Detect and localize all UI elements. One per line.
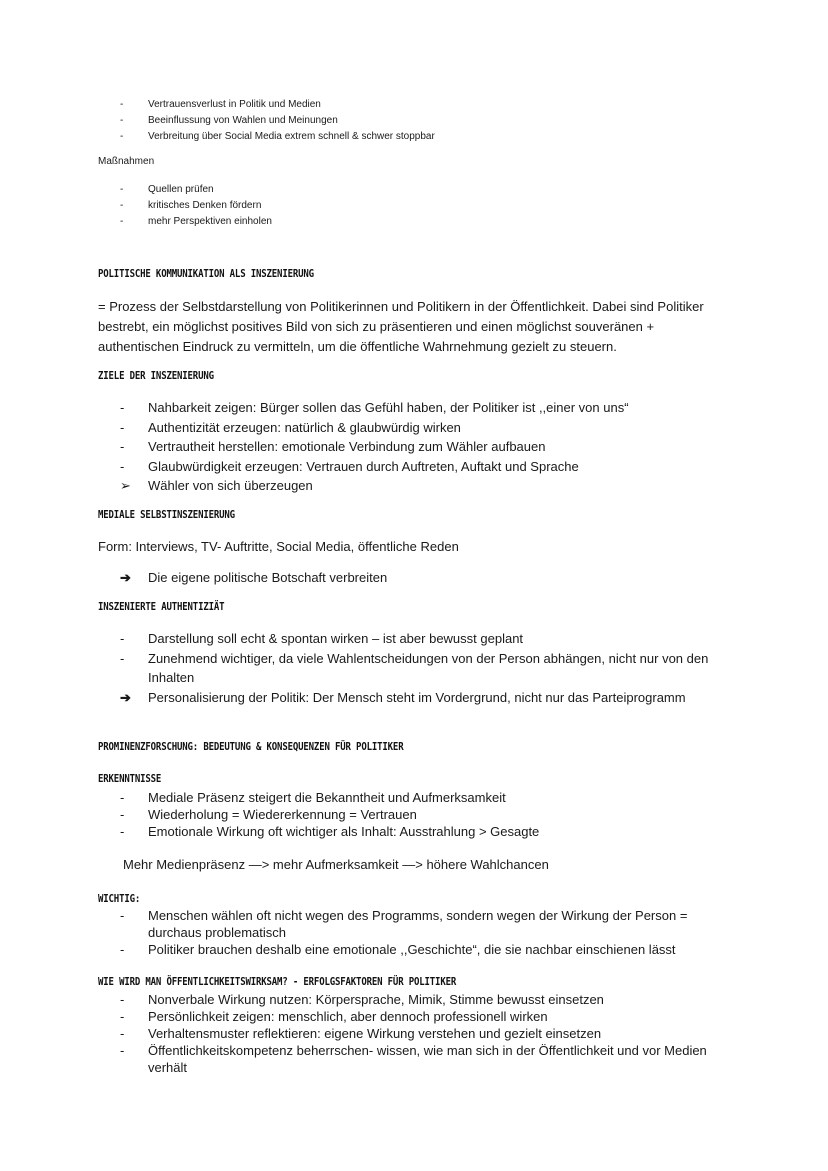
massnahmen-list <box>120 182 272 230</box>
list-item: - Zunehmend wichtiger, da viele Wahlentscheidungen von der Person abhängen, nicht nur von den Inhalten <box>120 650 709 685</box>
list-item: - Nahbarkeit zeigen: Bürger sollen das Gefühl haben, der Politiker ist ,,einer von uns“ <box>120 400 629 415</box>
ziele-list <box>120 398 730 496</box>
erfolg-list <box>120 991 730 1076</box>
definition-paragraph: = Prozess der Selbstdarstellung von Politikerinnen und Politikern in der Öffentlichkeit. Dabei sind Politiker bestrebt, ein möglichst positives Bild von sich zu präsentieren und einen möglichst souveränen + authentischen Eindruck zu vermitteln, um die öffentliche Wahrnehmung gezielt zu steuern. <box>98 299 704 354</box>
list-item: - kritisches Denken fördern <box>120 200 262 211</box>
list-item: - Quellen prüfen <box>120 184 214 195</box>
list-item: - Emotionale Wirkung oft wichtiger als Inhalt: Ausstrahlung > Gesagte <box>120 824 540 839</box>
list-item: - Mediale Präsenz steigert die Bekanntheit und Aufmerksamkeit <box>120 790 506 805</box>
list-item-arrow: ➔ Personalisierung der Politik: Der Mensch steht im Vordergrund, nicht nur das Parteiprogramm <box>120 688 730 708</box>
list-item: - Vertrautheit herstellen: emotionale Verbindung zum Wähler aufbauen <box>120 439 546 454</box>
subheading-erkenntnisse: ERKENNTNISSE <box>98 772 162 785</box>
list-item: - Authentizität erzeugen: natürlich & glaubwürdig wirken <box>120 419 461 435</box>
erkenntnisse-list <box>120 789 730 840</box>
list-item-arrow: ➔ Die eigene politische Botschaft verbreiten <box>120 568 730 588</box>
list-item: - Glaubwürdigkeit erzeugen: Vertrauen durch Auftreten, Auftakt und Sprache <box>120 458 579 474</box>
massnahmen-label: Maßnahmen <box>98 156 155 167</box>
list-item: - Darstellung soll echt & spontan wirken – ist aber bewusst geplant <box>120 631 524 646</box>
list-item: - Nonverbale Wirkung nutzen: Körpersprache, Mimik, Stimme bewusst einsetzen <box>120 992 604 1007</box>
wichtig-list <box>120 907 730 958</box>
chain-line: Mehr Medienpräsenz —> mehr Aufmerksamkeit —> höhere Wahlchancen <box>123 857 549 872</box>
authentizitaet-list <box>120 629 730 707</box>
section-heading-kommunikation: POLITISCHE KOMMUNIKATION ALS INSZENIERUNG <box>98 267 314 280</box>
top-bullet-list <box>120 97 435 145</box>
list-item: - Wiederholung = Wiedererkennung = Vertrauen <box>120 807 417 822</box>
list-item: - Öffentlichkeitskompetenz beherrschen- wissen, wie man sich in der Öffentlichkeit und vor Medien verhält <box>120 1043 707 1075</box>
section-heading-wichtig: WICHTIG: <box>98 892 141 905</box>
list-item-conclusion: ➢ Wähler von sich überzeugen <box>120 476 730 496</box>
list-item: - Vertrauensverlust in Politik und Medien <box>120 99 321 110</box>
list-item: - Verhaltensmuster reflektieren: eigene Wirkung verstehen und gezielt einsetzen <box>120 1026 602 1041</box>
arrow-right-icon: ➔ <box>120 570 131 585</box>
list-item: - Beeinflussung von Wahlen und Meinungen <box>120 115 338 126</box>
list-item: - Menschen wählen oft nicht wegen des Programms, sondern wegen der Wirkung der Person = durchaus problematisch <box>120 908 688 940</box>
list-item: - Politiker brauchen deshalb eine emotionale ,,Geschichte“, die sie nachbar einschienen lässt <box>120 942 676 957</box>
chevron-arrow-icon: ➢ <box>120 478 131 493</box>
section-heading-authentizitaet: INSZENIERTE AUTHENTIZIÄT <box>98 600 225 613</box>
section-heading-prominenz: PROMINENZFORSCHUNG: BEDEUTUNG & KONSEQUENZEN FÜR POLITIKER <box>98 740 404 753</box>
mediale-arrow-list <box>120 568 730 588</box>
list-item: - Verbreitung über Social Media extrem schnell & schwer stoppbar <box>120 131 435 142</box>
list-item: - Persönlichkeit zeigen: menschlich, aber dennoch professionell wirken <box>120 1009 548 1024</box>
section-heading-erfolg: WIE WIRD MAN ÖFFENTLICHKEITSWIRKSAM? - ERFOLGSFAKTOREN FÜR POLITIKER <box>98 975 457 988</box>
form-line: Form: Interviews, TV- Auftritte, Social Media, öffentliche Reden <box>98 539 459 554</box>
section-heading-ziele: ZIELE DER INSZENIERUNG <box>98 369 214 382</box>
list-item: - mehr Perspektiven einholen <box>120 216 272 227</box>
arrow-right-icon: ➔ <box>120 689 131 705</box>
section-heading-mediale: MEDIALE SELBSTINSZENIERUNG <box>98 508 235 521</box>
